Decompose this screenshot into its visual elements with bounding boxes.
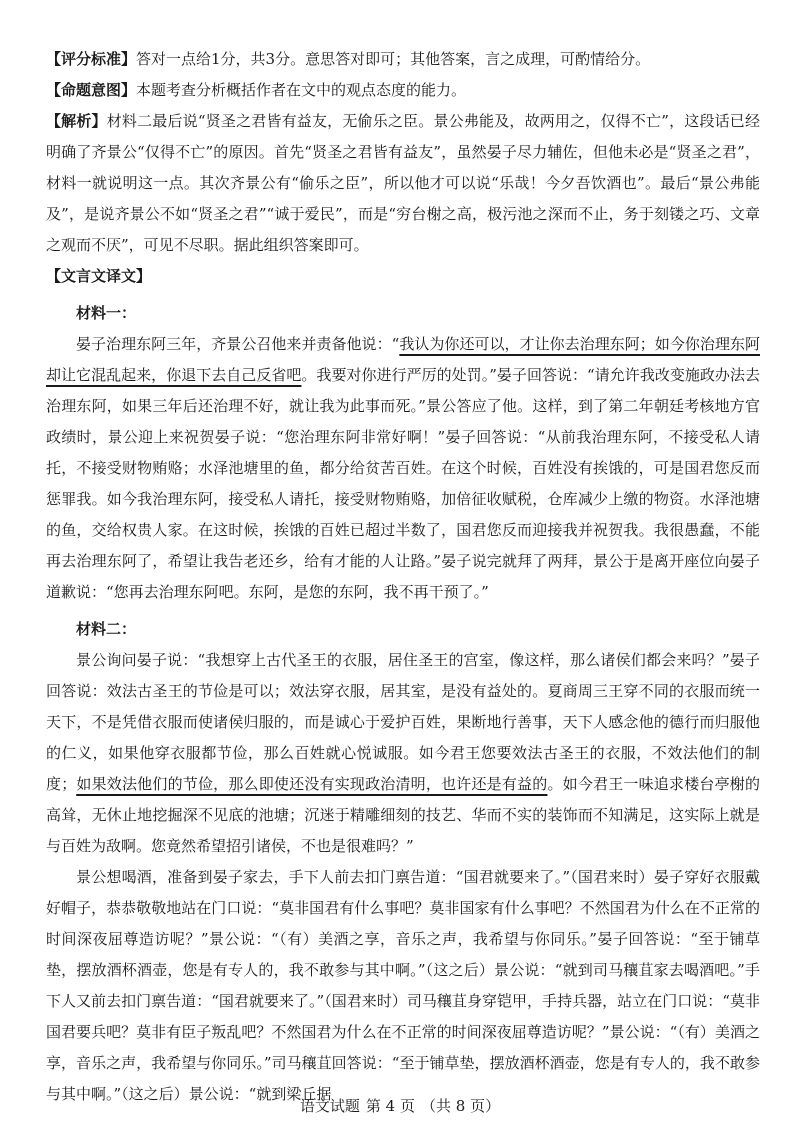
material-one-underlined-sentence: 我认为你还可以，才让你去治理东阿；如今你治理东阿却让它混乱起来，你退下去自己反省吧 xyxy=(46,335,760,384)
page-footer xyxy=(0,1095,800,1116)
scoring-standard-text: 答对一点给1分，共3分。意思答对即可；其他答案，言之成理，可酌情给分。 xyxy=(136,50,651,68)
material-two-paragraph-1 xyxy=(46,645,760,862)
material-one-title: 材料一： xyxy=(76,304,137,322)
footer-total-pages: （共 8 页） xyxy=(421,1097,501,1115)
analysis-text: 材料二最后说“贤圣之君皆有益友，无偷乐之臣。景公弗能及，故两用之，仅得不亡”，这段话已经明确了齐景公“仅得不亡”的原因。首先“贤圣之君皆有益友”，虽然晏子尽力辅佐，但他未必是“贤圣之君”，材料一就说明这一点。其次齐景公有“偷乐之臣”，所以他才可以说“乐哉！今夕吾饮酒也”。最后“景公弗能及”，是说齐景公不如“贤圣之君”“诚于爱民”，而是“穷台榭之高，极污池之深而不止，务于刻镂之巧、文章之观而不厌”，可见不尽职。据此组织答案即可。 xyxy=(46,112,760,254)
material-two-text-a: 景公询问晏子说：“我想穿上古代圣王的衣服，居住圣王的宫室，像这样，那么诸侯们都会来吗？”晏子回答说：效法古圣王的节俭是可以；效法穿衣服，居其室，是没有益处的。夏商周三王穿不同的衣服而统一天下，不是凭借衣服而使诸侯归服的，而是诚心于爱护百姓，果断地行善事，天下人感念他的德行而归服他的仁义，如果他穿衣服都节俭，那么百姓就心悦诚服。如今君王您要效法古圣王的衣服，不效法他们的制度； xyxy=(46,651,760,793)
question-intent-text: 本题考查分析概括作者在文中的观点态度的能力。 xyxy=(136,81,467,99)
material-two-title: 材料二： xyxy=(76,620,137,638)
scoring-standard xyxy=(46,44,760,75)
question-intent xyxy=(46,75,760,106)
footer-subject: 语文试题 xyxy=(299,1097,360,1115)
analysis xyxy=(46,106,760,261)
scoring-standard-label: 【评分标准】 xyxy=(46,50,137,68)
question-intent-label: 【命题意图】 xyxy=(46,81,137,99)
material-one-text-b: 。我要对你进行严厉的处罚。”晏子回答说：“请允许我改变施政办法去治理东阿，如果三年后还治理不好，就让我为此事而死。”景公答应了他。这样，到了第二年朝廷考核地方官政绩时，景公迎上来祝贺晏子说：“您治理东阿非常好啊！”晏子回答说：“从前我治理东阿，不接受私人请托，不接受财物贿赂；水泽池塘里的鱼，都分给贫苦百姓。在这个时候，百姓没有挨饿的，可是国君您反而惩罪我。如今我治理东阿，接受私人请托，接受财物贿赂，加倍征收赋税，仓库减少上缴的物资。水泽池塘的鱼，交给权贵人家。在这时候，挨饿的百姓已超过半数了，国君您反而迎接我并祝贺我。我很愚蠢，不能再去治理东阿了，希望让我告老还乡，给有才能的人让路。”晏子说完就拜了两拜，景公于是离开座位向晏子道歉说：“您再去治理东阿吧。东阿，是您的东阿，我不再干预了。” xyxy=(46,366,760,601)
analysis-label: 【解析】 xyxy=(46,112,107,130)
material-one-paragraph xyxy=(46,329,760,608)
material-two-text-b: 。如今君王一味追求楼台亭榭的高耸，无休止地挖掘深不见底的池塘；沉迷于精雕细刻的技艺、华而不实的装饰而不知满足，这实际上就是与百姓为敌啊。您竟然希望招引诸侯，不也是很难吗？” xyxy=(46,775,760,855)
page-content xyxy=(46,44,760,1110)
material-two-paragraph-2: 景公想喝酒，准备到晏子家去，手下人前去扣门禀告道：“国君就要来了。”（国君来时）晏子穿好衣服戴好帽子，恭恭敬敬地站在门口说：“莫非国君有什么事吧？莫非国家有什么事吧？不然国君为什么在不正常的时间深夜屈尊造访呢？”景公说：“（有）美酒之享，音乐之声，我希望与你同乐。”晏子回答说：“至于铺草垫，摆放酒杯酒壶，您是有专人的，我不敢参与其中啊。”（这之后）景公说：“就到司马穰苴家去喝酒吧。”手下人又前去扣门禀告道：“国君就要来了。”（国君来时）司马穰苴身穿铠甲，手持兵器，站立在门口说：“莫非国君要兵吧？莫非有臣子叛乱吧？不然国君为什么在不正常的时间深夜屈尊造访呢？”景公说：“（有）美酒之享，音乐之声，我希望与你同乐。”司马穰苴回答说：“至于铺草垫，摆放酒杯酒壶，您是有专人的，我不敢参与其中啊。”（这之后）景公说：“就到梁丘据 xyxy=(46,868,760,1103)
material-one-text-a: 晏子治理东阿三年，齐景公召他来并责备他说：“ xyxy=(76,335,400,353)
translation-heading: 【文言文译文】 xyxy=(46,267,152,285)
footer-page-number: 第 4 页 xyxy=(365,1097,415,1115)
material-two-underlined-sentence: 如果效法他们的节俭，那么即使还没有实现政治清明，也许还是有益的 xyxy=(76,775,548,793)
